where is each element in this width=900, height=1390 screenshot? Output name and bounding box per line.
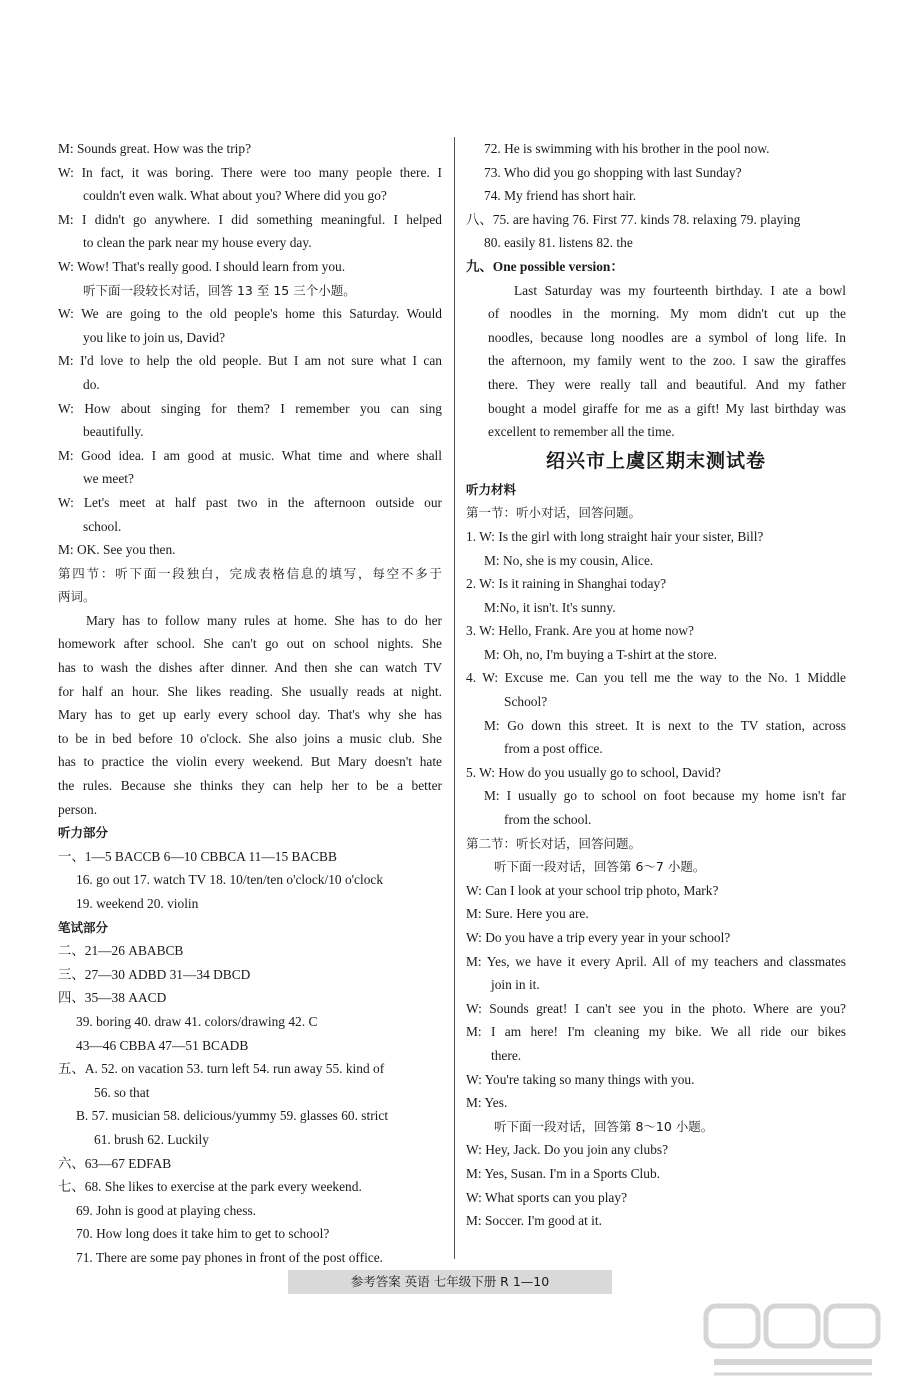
text-line: M: I usually go to school on foot because my home isn't far: [484, 788, 846, 804]
text-line: M: Yes, Susan. I'm in a Sports Club.: [466, 1165, 660, 1181]
answer-line: 八、75. are having 76. First 77. kinds 78. relaxing 79. playing: [466, 211, 801, 227]
text-line: there.: [491, 1047, 522, 1063]
right-column: [466, 137, 846, 1233]
text-line: M: Soccer. I'm good at it.: [466, 1213, 602, 1229]
answer-line: 39. boring 40. draw 41. colors/drawing 42. C: [76, 1013, 318, 1029]
text-line: Mary has to follow many rules at home. She has to do her: [86, 612, 442, 628]
answer-line: 七、68. She likes to exercise at the park every weekend.: [58, 1179, 362, 1195]
text-line: 3. W: Hello, Frank. Are you at home now?: [466, 623, 694, 639]
text-line: has to practice the violin every weekend. But Mary doesn't hate: [58, 754, 442, 770]
text-line: has to wash the dishes after dinner. And then she can watch TV: [58, 660, 442, 676]
text-line: W: You're taking so many things with you.: [466, 1071, 695, 1087]
text-line: M: Sure. Here you are.: [466, 906, 589, 922]
text-line: W: What sports can you play?: [466, 1189, 628, 1205]
answer-line: 五、A. 52. on vacation 53. turn left 54. run away 55. kind of: [58, 1061, 385, 1077]
left-column: [58, 137, 442, 1270]
text-line: to be in bed before 10 o'clock. She also joins a music club. She: [58, 730, 442, 746]
text-line: bought a model giraffe for me as a gift! My last birthday was: [488, 400, 846, 416]
text-line: W: Hey, Jack. Do you join any clubs?: [466, 1142, 669, 1158]
section-heading: 听下面一段对话，回答第 8～10 小题。: [494, 1118, 714, 1134]
text-line: M:No, it isn't. It's sunny.: [484, 599, 616, 615]
text-line: do.: [83, 376, 100, 392]
text-line: W: In fact, it was boring. There were too many people there. I: [58, 164, 442, 180]
text-line: the rules. Because she thinks they can help her to be a better: [58, 778, 442, 794]
text-line: beautifully.: [83, 424, 144, 440]
text-line: we meet?: [83, 471, 134, 487]
text-line: M: Yes.: [466, 1095, 508, 1111]
text-line: the afternoon, my family went to the zoo. I saw the giraffes: [488, 353, 846, 369]
text-line: for half an hour. She likes reading. She usually reads at night.: [58, 683, 442, 699]
section-heading: 两词。: [58, 589, 96, 605]
text-line: M: Oh, no, I'm buying a T-shirt at the store.: [484, 646, 718, 662]
text-line: M: Good idea. I am good at music. What time and where shall: [58, 447, 442, 463]
section-heading: 第一节：听小对话，回答问题。: [466, 505, 642, 521]
page-footer: 参考答案 英语 七年级下册 R 1—10: [288, 1270, 612, 1294]
text-line: 5. W: How do you usually go to school, David?: [466, 764, 721, 780]
text-line: M: I didn't go anywhere. I did something meaningful. I helped: [58, 211, 442, 227]
text-line: noodles, because long noodles are a symbol of long life. In: [488, 329, 846, 345]
text-line: W: Wow! That's really good. I should learn from you.: [58, 258, 346, 274]
section-heading: 笔试部分: [58, 919, 109, 935]
text-line: M: Go down this street. It is next to the TV station, across: [484, 717, 846, 733]
text-line: M: OK. See you then.: [58, 542, 176, 558]
answer-line: 16. go out 17. watch TV 18. 10/ten/ten o'clock/10 o'clock: [76, 872, 384, 888]
answer-line: 80. easily 81. listens 82. the: [484, 235, 633, 251]
text-line: M: I'd love to help the old people. But I am not sure what I can: [58, 353, 442, 369]
text-line: from a post office.: [504, 741, 603, 757]
answer-line: 56. so that: [94, 1084, 150, 1100]
text-line: couldn't even walk. What about you? Where did you go?: [83, 188, 387, 204]
column-divider: [454, 137, 455, 1259]
text-line: you like to join us, David?: [83, 329, 226, 345]
answer-line: 61. brush 62. Luckily: [94, 1131, 209, 1147]
text-line: Last Saturday was my fourteenth birthday. I ate a bowl: [514, 282, 846, 298]
text-line: M: Sounds great. How was the trip?: [58, 141, 252, 156]
text-line: excellent to remember all the time.: [488, 424, 675, 440]
answer-line: 70. How long does it take him to get to school?: [76, 1226, 330, 1242]
text-line: W: Let's meet at half past two in the afternoon outside our: [58, 494, 442, 510]
answer-line: 69. John is good at playing chess.: [76, 1202, 257, 1218]
text-line: join in it.: [491, 977, 540, 993]
answer-line: 四、35—38 AACD: [58, 990, 167, 1006]
answer-line: 一、1—5 BACCB 6—10 CBBCA 11—15 BACBB: [58, 848, 337, 864]
answer-line: 43—46 CBBA 47—51 BCADB: [76, 1037, 249, 1053]
answer-line: 19. weekend 20. violin: [76, 896, 199, 911]
text-line: M: No, she is my cousin, Alice.: [484, 552, 654, 568]
text-line: School?: [504, 694, 548, 710]
text-line: M: I am here! I'm cleaning my bike. We all ride our bikes: [466, 1024, 846, 1040]
answer-line: 72. He is swimming with his brother in the pool now.: [484, 141, 770, 156]
text-line: 4. W: Excuse me. Can you tell me the way to the No. 1 Middle: [466, 670, 846, 686]
text-line: to clean the park near my house every day.: [83, 235, 312, 251]
exam-title: 绍兴市上虞区期末测试卷: [545, 449, 766, 472]
section-heading: 听力部分: [58, 825, 109, 841]
answer-line: 73. Who did you go shopping with last Sunday?: [484, 164, 742, 180]
text-line: person.: [58, 801, 98, 817]
section-heading: 听力材料: [466, 481, 517, 497]
text-line: 2. W: Is it raining in Shanghai today?: [466, 576, 667, 592]
text-line: W: Sounds great! I can't see you in the photo. Where are you?: [466, 1000, 846, 1016]
section-heading: 听下面一段对话，回答第 6～7 小题。: [494, 859, 706, 875]
text-line: 听下面一段较长对话，回答 13 至 15 三个小题。: [83, 282, 356, 298]
text-line: W: How about singing for them? I remember you can sing: [58, 400, 442, 416]
section-heading: 第四节：听下面一段独白，完成表格信息的填写，每空不多于: [58, 565, 442, 581]
text-line: W: Can I look at your school trip photo, Mark?: [466, 882, 719, 898]
text-line: M: Yes, we have it every April. All of my teachers and classmates: [466, 953, 846, 969]
answer-line: 六、63—67 EDFAB: [58, 1155, 172, 1171]
answer-line: 二、21—26 ABABCB: [58, 943, 184, 959]
section-heading: 第二节：听长对话，回答问题。: [466, 835, 642, 851]
text-line: Mary has to get up early every school day. That's why she has: [58, 707, 442, 723]
answer-line: B. 57. musician 58. delicious/yummy 59. glasses 60. strict: [76, 1108, 389, 1124]
text-line: there. They were really tall and beautiful. And my father: [488, 376, 846, 392]
text-line: W: We are going to the old people's home this Saturday. Would: [58, 306, 442, 322]
answer-line: 74. My friend has short hair.: [484, 188, 637, 204]
watermark-logo: [700, 1300, 885, 1380]
text-line: 1. W: Is the girl with long straight hair your sister, Bill?: [466, 528, 764, 544]
section-heading: 九、One possible version：: [466, 258, 624, 274]
text-line: school.: [83, 518, 122, 534]
text-line: homework after school. She can't go out on school nights. She: [58, 636, 442, 652]
text-line: of noodles in the morning. My mom didn't cut up the: [488, 306, 846, 322]
answer-line: 三、27—30 ADBD 31—34 DBCD: [58, 966, 251, 982]
answer-line: 71. There are some pay phones in front of the post office.: [76, 1249, 384, 1265]
text-line: W: Do you have a trip every year in your school?: [466, 930, 731, 945]
text-line: from the school.: [504, 812, 592, 828]
